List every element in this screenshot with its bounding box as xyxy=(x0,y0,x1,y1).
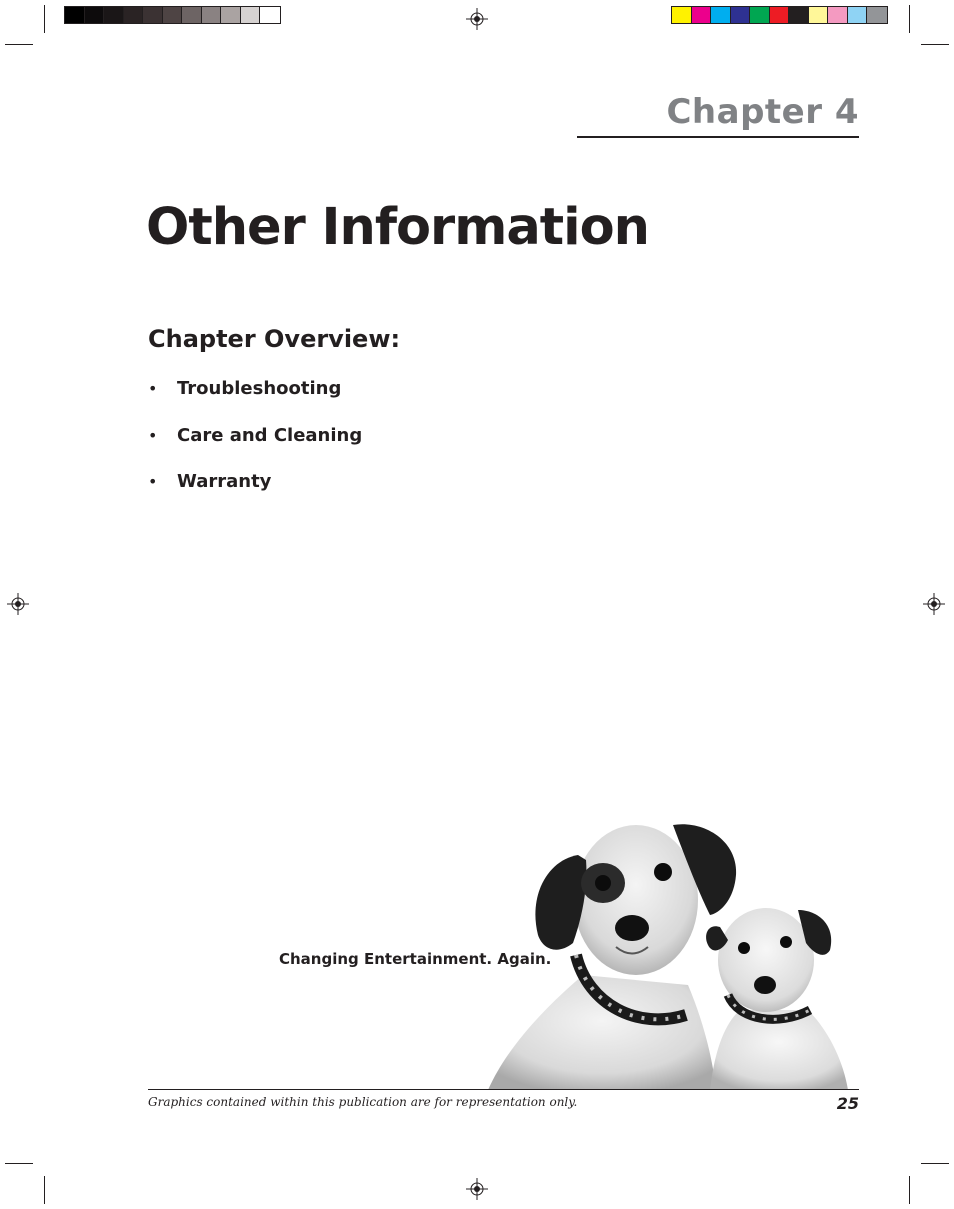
color-swatch xyxy=(789,7,809,23)
color-swatch xyxy=(672,7,692,23)
overview-heading: Chapter Overview: xyxy=(148,325,401,353)
color-swatch xyxy=(221,7,241,23)
bullet: • xyxy=(148,425,158,445)
registration-target-icon xyxy=(923,593,945,615)
color-calibration-bar xyxy=(671,6,888,24)
color-swatch xyxy=(104,7,124,23)
color-swatch xyxy=(770,7,790,23)
crop-mark xyxy=(44,1176,45,1204)
color-swatch xyxy=(85,7,105,23)
chapter-rule xyxy=(577,136,859,138)
page-title: Other Information xyxy=(146,198,649,257)
crop-mark xyxy=(44,5,45,33)
color-swatch xyxy=(65,7,85,23)
color-swatch xyxy=(260,7,280,23)
registration-target-icon xyxy=(466,8,488,30)
list-item-label: Warranty xyxy=(177,471,272,492)
color-swatch xyxy=(692,7,712,23)
color-swatch xyxy=(828,7,848,23)
crop-mark xyxy=(5,1163,33,1164)
crop-mark xyxy=(909,5,910,33)
color-swatch xyxy=(241,7,261,23)
color-swatch xyxy=(731,7,751,23)
crop-mark xyxy=(5,44,33,45)
bullet: • xyxy=(148,472,158,491)
list-item-label: Troubleshooting xyxy=(177,378,342,399)
list-item xyxy=(148,469,362,516)
color-swatch xyxy=(143,7,163,23)
color-swatch xyxy=(182,7,202,23)
color-swatch xyxy=(848,7,868,23)
brand-slogan: Changing Entertainment. Again. xyxy=(279,950,552,968)
list-item xyxy=(148,376,362,423)
color-swatch xyxy=(711,7,731,23)
footer-rule xyxy=(148,1089,859,1090)
overview-list xyxy=(148,376,362,516)
chapter-label: Chapter 4 xyxy=(666,92,859,132)
color-swatch xyxy=(867,7,887,23)
footer-disclaimer: Graphics contained within this publication are for representation only. xyxy=(148,1095,578,1109)
grayscale-calibration-bar xyxy=(64,6,281,24)
crop-mark xyxy=(921,44,949,45)
registration-target-icon xyxy=(7,593,29,615)
color-swatch xyxy=(124,7,144,23)
color-swatch xyxy=(809,7,829,23)
crop-mark xyxy=(909,1176,910,1204)
color-swatch xyxy=(163,7,183,23)
color-swatch xyxy=(202,7,222,23)
color-swatch xyxy=(750,7,770,23)
list-item-label: Care and Cleaning xyxy=(177,424,363,446)
list-item xyxy=(148,423,362,470)
registration-target-icon xyxy=(466,1178,488,1200)
bullet: • xyxy=(148,379,158,398)
crop-mark xyxy=(921,1163,949,1164)
page-number: 25 xyxy=(836,1094,859,1113)
